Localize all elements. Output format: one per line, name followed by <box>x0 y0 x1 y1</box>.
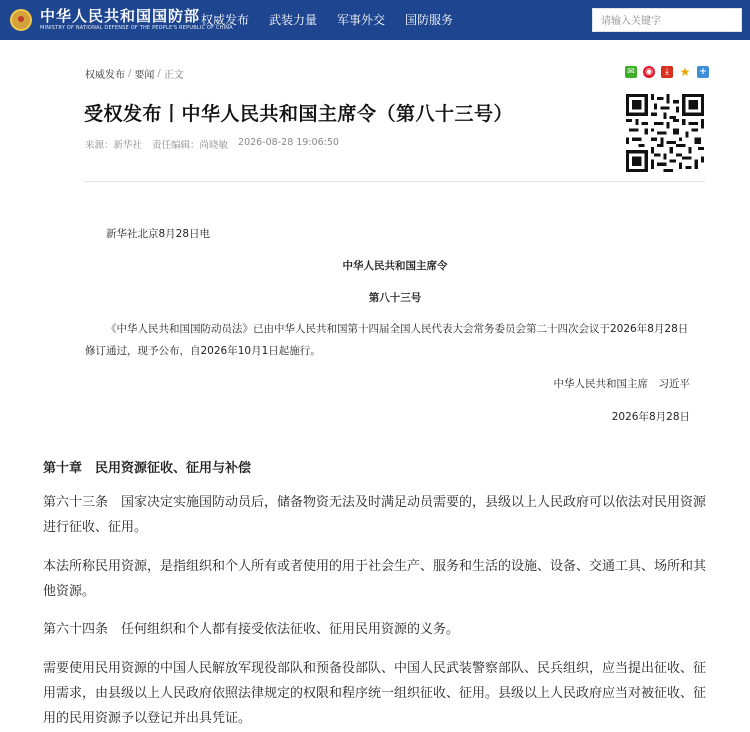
top-navigation-bar <box>0 0 750 40</box>
signer: 中华人民共和国主席 习近平 <box>553 378 690 390</box>
breadcrumb-news[interactable]: 要闻 <box>134 70 155 81</box>
article-paragraph: 本法所称民用资源，是指组织和个人所有或者使用的用于社会生产、服务和生活的设施、设备、交通工具、场所和其他资源。 <box>43 559 707 599</box>
sign-date: 2026年8月28日 <box>611 411 690 423</box>
breadcrumb-current: 正文 <box>163 70 184 81</box>
main-nav <box>201 0 473 40</box>
national-emblem-icon <box>10 9 32 31</box>
pdf-icon[interactable]: ⤓ <box>661 66 673 78</box>
order-number: 第八十三号 <box>368 292 422 304</box>
article-paragraph: 第六十四条 任何组织和个人都有接受依法征收、征用民用资源的义务。 <box>43 622 460 637</box>
nav-military-diplomacy[interactable]: 军事外交 <box>337 13 386 27</box>
breadcrumb-authoritative-release[interactable]: 权威发布 <box>85 70 125 81</box>
favorite-icon[interactable]: ★ <box>679 65 691 79</box>
article-editor: 责任编辑：尚晓敏 <box>152 140 229 151</box>
search-box <box>592 8 742 32</box>
article-paragraph: 第六十三条 国家决定实施国防动员后，储备物资无法及时满足动员需要的，县级以上人民政府可以依法对民用资源进行征收、征用。 <box>43 495 707 535</box>
weibo-icon[interactable]: ◉ <box>643 66 655 78</box>
logo-subtitle: MINISTRY OF NATIONAL DEFENSE OF THE PEOPLE'S REPUBLIC OF CHINA <box>40 25 233 31</box>
header-divider <box>85 181 705 182</box>
site-logo[interactable] <box>10 5 233 35</box>
nav-defense-services[interactable]: 国防服务 <box>405 13 454 27</box>
nav-authoritative-release[interactable]: 权威发布 <box>201 13 250 27</box>
breadcrumb-separator: / <box>157 68 161 79</box>
decree-text: 《中华人民共和国国防动员法》已由中华人民共和国第十四届全国人民代表大会常务委员会第二十四次会议于2026年8月28日修订通过，现予公布，自2026年10月1日起施行。 <box>85 323 689 357</box>
article-meta <box>85 137 349 151</box>
qr-code-icon <box>626 94 704 172</box>
search-input[interactable] <box>593 11 741 33</box>
article-paragraph: 需要使用民用资源的中国人民解放军现役部队和预备役部队、中国人民武装警察部队、民兵组织，应当提出征收、征用需求，由县级以上人民政府依照法律规定的权限和程序统一组织征收、征用。县级以上人民政府应当对被征收、征用的民用资源予以登记并出具凭证。 <box>43 661 707 726</box>
article-title: 受权发布丨中华人民共和国主席令（第八十三号） <box>84 103 514 125</box>
order-heading: 中华人民共和国主席令 <box>342 260 448 272</box>
chapter-heading: 第十章 民用资源征收、征用与补偿 <box>43 461 252 476</box>
breadcrumb-separator: / <box>128 68 132 79</box>
more-share-icon[interactable]: + <box>697 66 709 78</box>
nav-armed-forces[interactable]: 武装力量 <box>269 13 318 27</box>
logo-title: 中华人民共和国国防部 <box>40 7 201 25</box>
article-timestamp: 2026-08-28 19:06:50 <box>238 137 339 148</box>
dateline: 新华社北京8月28日电 <box>106 228 211 240</box>
wechat-icon[interactable]: ✉ <box>625 66 637 78</box>
article-source: 来源：新华社 <box>85 140 143 151</box>
share-toolbar <box>625 66 715 78</box>
breadcrumb <box>85 66 184 81</box>
